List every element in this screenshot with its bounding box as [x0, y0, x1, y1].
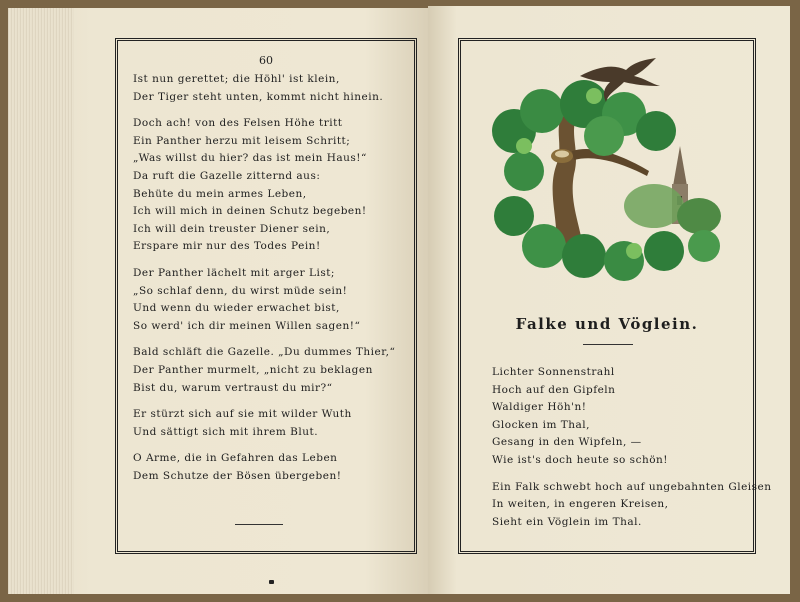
- verse-line: Bald schläft die Gazelle. „Du dummes Thier,“: [133, 346, 396, 359]
- background-trees: [624, 184, 721, 234]
- stanza-break: [133, 441, 395, 450]
- right-poem-text: [492, 364, 772, 531]
- verse-line: Hoch auf den Gipfeln: [492, 383, 616, 396]
- stanza-break: [133, 397, 395, 406]
- verse-line: Ein Panther herzu mit leisem Schritt;: [133, 134, 351, 147]
- verse-line: Lichter Sonnenstrahl: [492, 366, 615, 378]
- verse-line: Der Tiger steht unten, kommt nicht hinein.: [133, 90, 384, 103]
- verse-line: Da ruft die Gazelle zitternd aus:: [133, 169, 321, 182]
- verse-line: Waldiger Höh'n!: [492, 401, 587, 414]
- stanza-break: [133, 256, 395, 265]
- verse-line: Behüte du mein armes Leben,: [133, 187, 307, 200]
- nest-icon: [551, 149, 573, 163]
- verse-line: Gesang in den Wipfeln, —: [492, 436, 642, 449]
- verse-line: Ich will mich in deinen Schutz begeben!: [133, 205, 367, 218]
- verse-line: Und wenn du wieder erwachet bist,: [133, 302, 340, 315]
- stanza-break: [133, 335, 395, 344]
- verse-line: In weiten, in engeren Kreisen,: [492, 498, 669, 511]
- verse-line: „Was willst du hier? das ist mein Haus!“: [133, 152, 367, 165]
- verse-line: Dem Schutze der Bösen übergeben!: [133, 469, 342, 482]
- verse-line: Der Panther murmelt, „nicht zu beklagen: [133, 363, 373, 376]
- verse-line: Ist nun gerettet; die Höhl' ist klein,: [133, 73, 340, 85]
- verse-line: Er stürzt sich auf sie mit wilder Wuth: [133, 408, 352, 421]
- verse-line: Doch ach! von des Felsen Höhe tritt: [133, 117, 343, 130]
- verse-line: Sieht ein Vöglein im Thal.: [492, 515, 642, 528]
- stanza-break: [133, 106, 395, 115]
- left-poem-text: [133, 71, 395, 485]
- verse-line: Erspare mir nur des Todes Pein!: [133, 240, 321, 253]
- verse-line: Ein Falk schwebt hoch auf ungebahnten Gleisen: [492, 480, 772, 493]
- verse-line: „So schlaf denn, du wirst müde sein!: [133, 284, 348, 297]
- verse-line: Wie ist's doch heute so schön!: [492, 453, 669, 466]
- verse-line: O Arme, die in Gefahren das Leben: [133, 452, 338, 465]
- page-edges: [8, 8, 74, 594]
- stanza-break: [492, 470, 772, 479]
- page-marker: [269, 580, 274, 584]
- tree-illustration: [484, 56, 724, 286]
- verse-line: Ich will dein treuster Diener sein,: [133, 222, 331, 235]
- end-rule: [235, 524, 283, 525]
- verse-line: Bist du, warum vertraust du mir?“: [133, 381, 333, 394]
- left-page-frame: [115, 38, 417, 554]
- verse-line: So werd' ich dir meinen Willen sagen!“: [133, 319, 361, 332]
- poem-title: Falke und Vöglein.: [515, 315, 699, 333]
- title-rule: [583, 344, 633, 345]
- page-number: 60: [259, 54, 273, 67]
- verse-line: Glocken im Thal,: [492, 418, 590, 431]
- verse-line: Und sättigt sich mit ihrem Blut.: [133, 425, 319, 438]
- verse-line: Der Panther lächelt mit arger List;: [133, 266, 335, 279]
